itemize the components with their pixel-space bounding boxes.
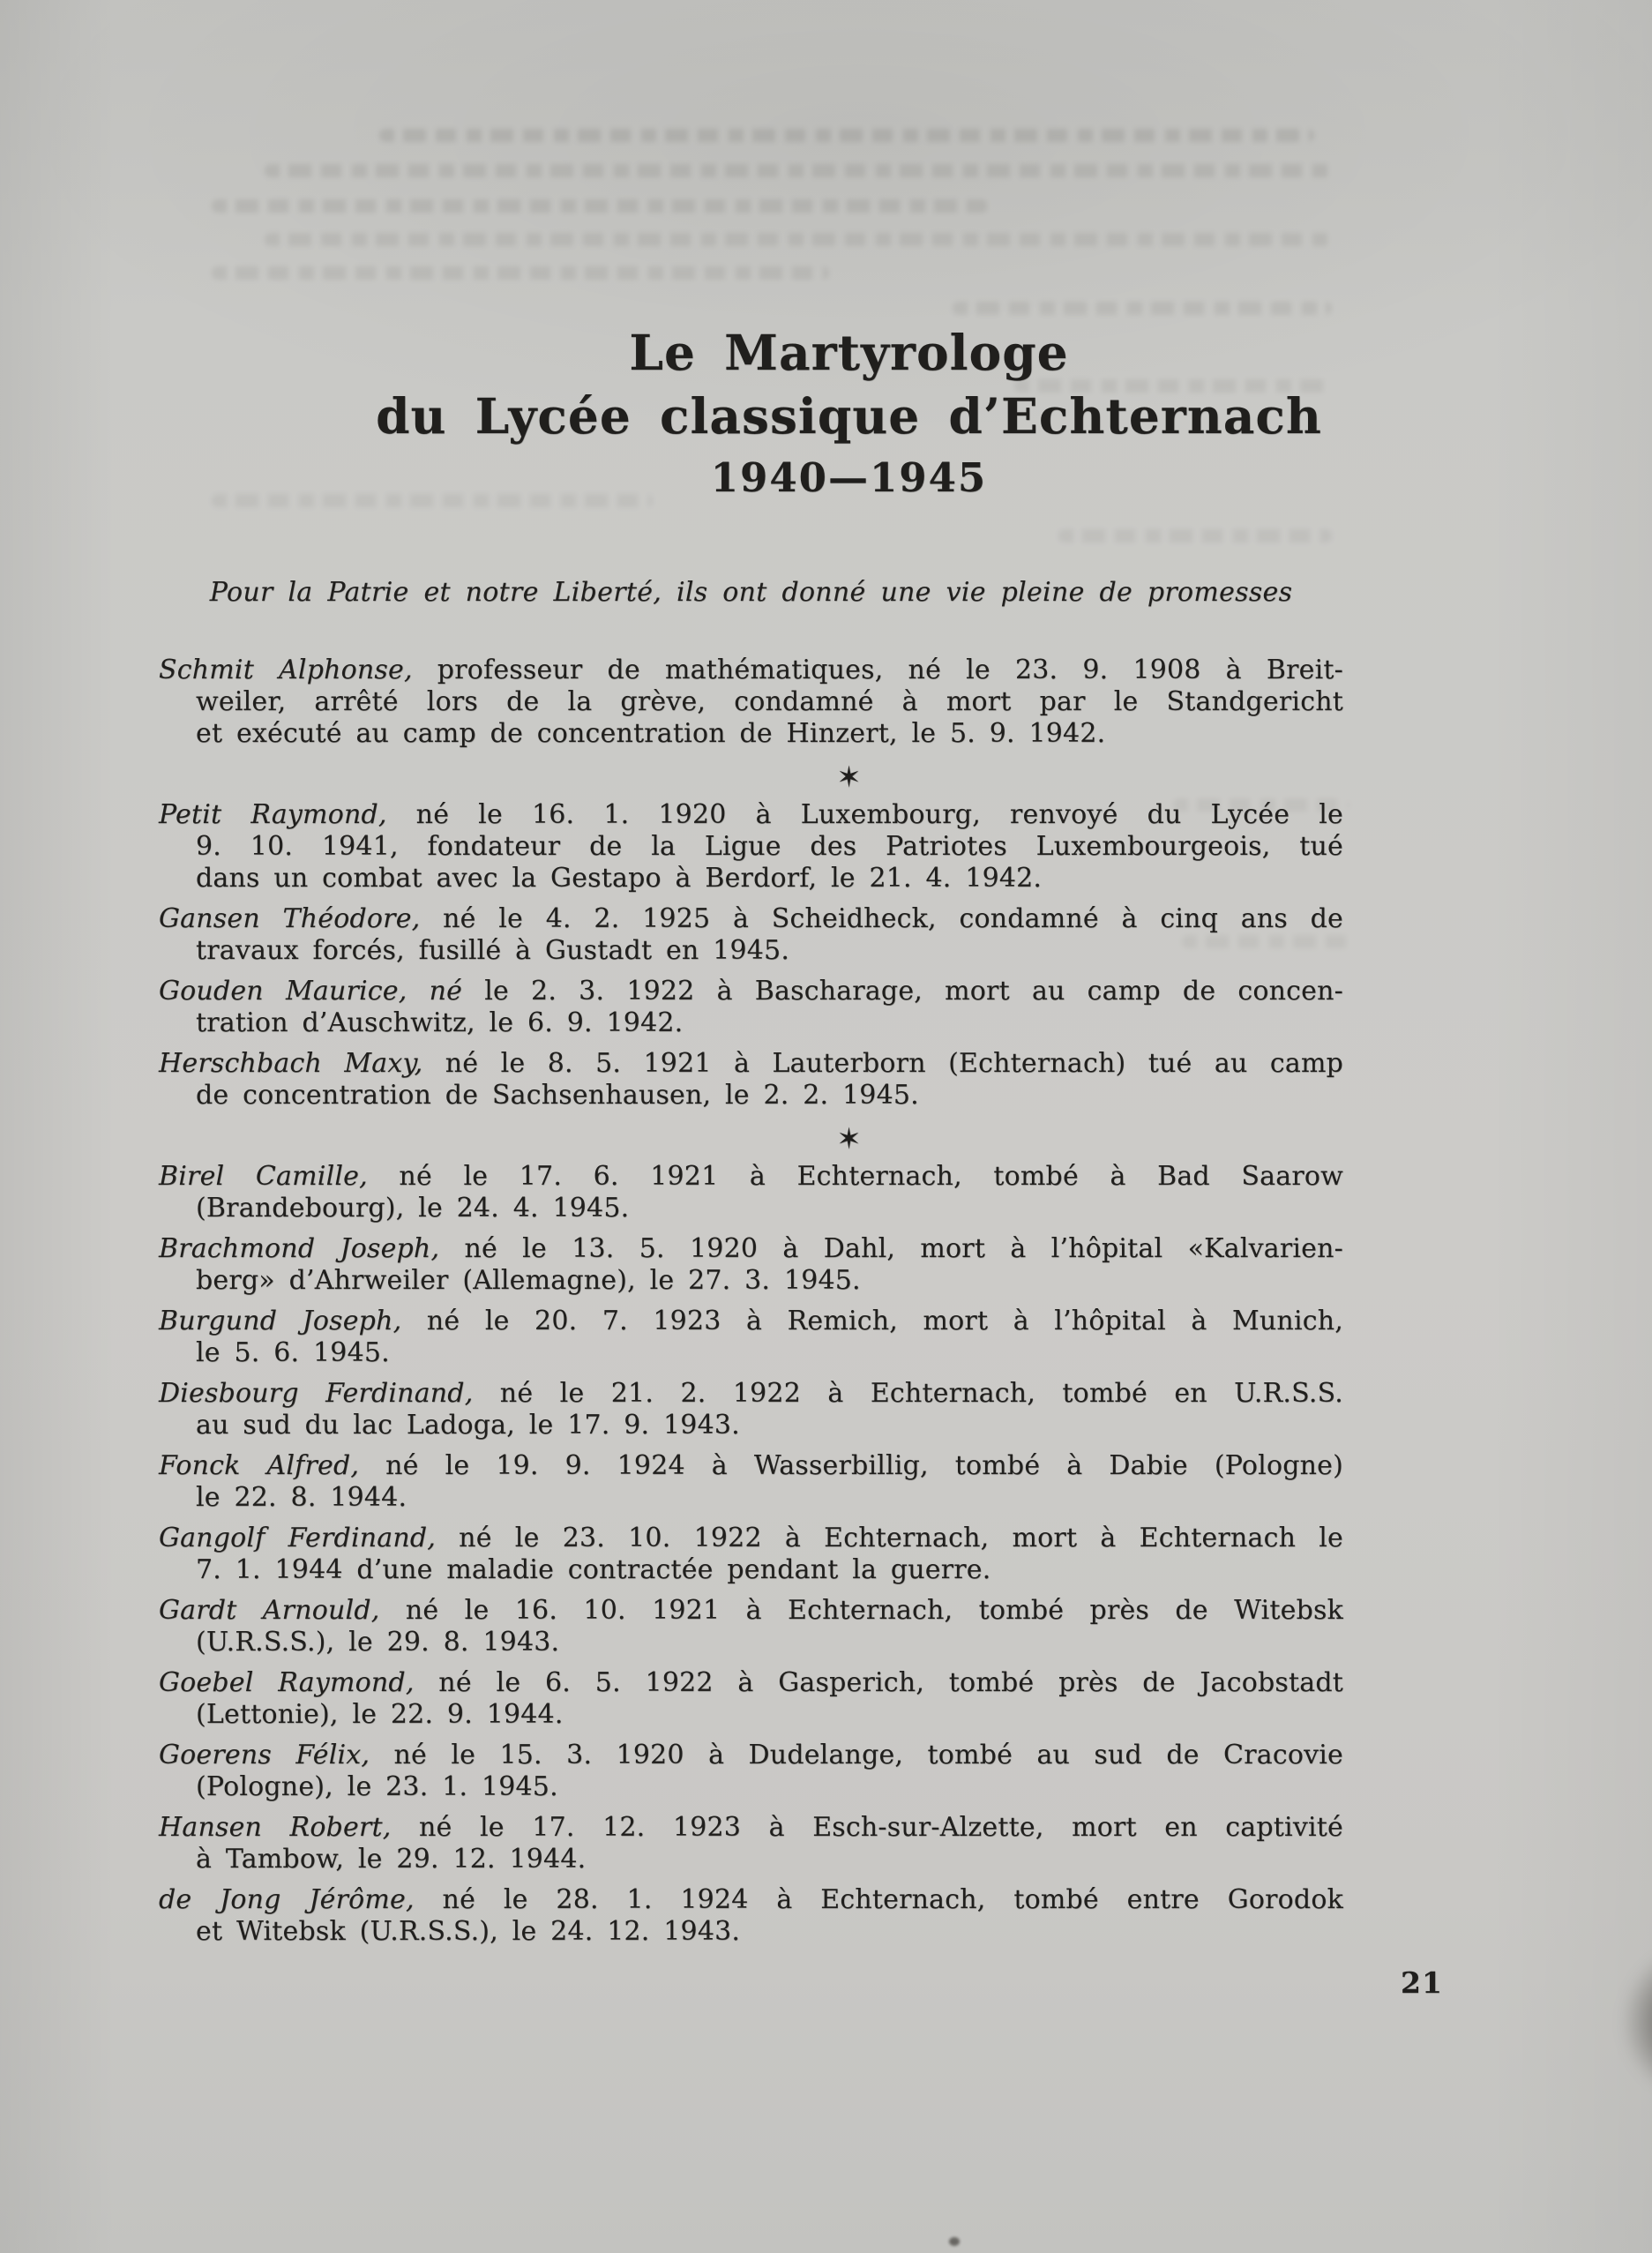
entry-name: Brachmond Joseph, [159, 1233, 440, 1264]
entry-line: Gansen Théodore, né le 4. 2. 1925 à Scheidheck, condamné à cinq ans de [159, 903, 1344, 934]
entries [159, 655, 1343, 1948]
entry-name: de Jong Jérôme, [159, 1884, 415, 1915]
entry-line: et Witebsk (U.R.S.S.), le 24. 12. 1943. [196, 1916, 741, 1947]
entry [159, 1667, 1343, 1731]
entry-line: Diesbourg Ferdinand, né le 21. 2. 1922 à Echternach, tombé en U.R.S.S. [159, 1378, 1343, 1409]
entry-line: Birel Camille, né le 17. 6. 1921 à Echternach, tombé à Bad Saarow [159, 1161, 1344, 1192]
entry-name: Goerens Félix, [159, 1740, 370, 1770]
entry-name: Fonck Alfred, [159, 1450, 360, 1481]
entry-line: et exécuté au camp de concentration de Hinzert, le 5. 9. 1942. [196, 718, 1106, 749]
page-number: 21 [1401, 1965, 1443, 2000]
entry-name: Diesbourg Ferdinand, [159, 1378, 474, 1409]
entry-line: le 5. 6. 1945. [196, 1337, 390, 1368]
epigraph: Pour la Patrie et notre Liberté, ils ont donné une vie pleine de promesses [209, 577, 1293, 608]
entry-line: (Brandebourg), le 24. 4. 1945. [196, 1193, 630, 1224]
entry-name: Petit Raymond, [159, 799, 387, 830]
entry [159, 976, 1343, 1039]
title-line-1: Le Martyrologe [629, 324, 1069, 381]
entry [159, 1812, 1343, 1875]
entry-line: Burgund Joseph, né le 20. 7. 1923 à Remich, mort à l’hôpital à Munich, [159, 1306, 1344, 1336]
title-line-2: du Lycée classique d’Echternach [376, 387, 1322, 445]
entry-line: weiler, arrêté lors de la grève, condamné à mort par le Standgericht [196, 686, 1343, 717]
entry-line: le 22. 8. 1944. [196, 1482, 407, 1513]
entry [159, 1884, 1343, 1948]
entry-name: Hansen Robert, [159, 1812, 392, 1843]
entry-name: Gansen Théodore, [159, 903, 421, 934]
entry-line: (Lettonie), le 22. 9. 1944. [196, 1699, 564, 1730]
star-separator: ✶ [836, 760, 862, 794]
entry-name: Birel Camille, [159, 1161, 368, 1192]
entry-name: Gangolf Ferdinand, [159, 1523, 437, 1553]
ink-speck [949, 2237, 960, 2246]
entry [159, 1740, 1343, 1803]
entry-line: (Pologne), le 23. 1. 1945. [196, 1771, 558, 1802]
entry [159, 1161, 1343, 1224]
entry-line: Gangolf Ferdinand, né le 23. 10. 1922 à Echternach, mort à Echternach le [159, 1523, 1343, 1553]
entry [159, 1378, 1343, 1441]
entry [159, 1306, 1343, 1369]
entry [159, 1450, 1343, 1514]
entry-line: de Jong Jérôme, né le 28. 1. 1924 à Echternach, tombé entre Gorodok [159, 1884, 1343, 1915]
entry-line: Hansen Robert, né le 17. 12. 1923 à Esch-sur-Alzette, mort en captivité [159, 1812, 1343, 1843]
entry [159, 1048, 1343, 1112]
entry [159, 1595, 1343, 1658]
entry-line: Brachmond Joseph, né le 13. 5. 1920 à Dahl, mort à l’hôpital «Kalvarien- [159, 1233, 1343, 1264]
entry [159, 1523, 1343, 1586]
entry-line: travaux forcés, fusillé à Gustadt en 1945. [196, 935, 790, 966]
entry-line: Gouden Maurice, né le 2. 3. 1922 à Bascharage, mort au camp de concen- [159, 976, 1343, 1007]
entry [159, 1233, 1343, 1297]
entry [159, 799, 1343, 894]
entry-name: Burgund Joseph, [159, 1306, 402, 1336]
entry-name: Gardt Arnould, [159, 1595, 380, 1626]
title-line-3: 1940—1945 [710, 454, 988, 501]
entry-line: Herschbach Maxy, né le 8. 5. 1921 à Lauterborn (Echternach) tué au camp [159, 1048, 1343, 1079]
entry-line: berg» d’Ahrweiler (Allemagne), le 27. 3. 1945. [196, 1265, 861, 1296]
entry-line: de concentration de Sachsenhausen, le 2. 2. 1945. [196, 1080, 919, 1111]
entry-line: (U.R.S.S.), le 29. 8. 1943. [196, 1627, 560, 1658]
entry-line: Schmit Alphonse, professeur de mathématiques, né le 23. 9. 1908 à Breit- [159, 655, 1343, 685]
text-column [159, 0, 1343, 1957]
page-title [257, 325, 1441, 505]
entry-line: 7. 1. 1944 d’une maladie contractée pendant la guerre. [196, 1554, 991, 1585]
scan-shadow-blob [1621, 1942, 1652, 2101]
entry-name: Schmit Alphonse, [159, 655, 413, 685]
entry-line: Goebel Raymond, né le 6. 5. 1922 à Gasperich, tombé près de Jacobstadt [159, 1667, 1343, 1698]
entry-line: Goerens Félix, né le 15. 3. 1920 à Dudelange, tombé au sud de Cracovie [159, 1740, 1343, 1770]
entry-line: au sud du lac Ladoga, le 17. 9. 1943. [196, 1410, 740, 1441]
entry-name: Gouden Maurice, né [159, 976, 463, 1007]
star-separator: ✶ [836, 1121, 862, 1156]
entry [159, 655, 1343, 750]
entry [159, 903, 1343, 967]
entry-line: Gardt Arnould, né le 16. 10. 1921 à Echternach, tombé près de Witebsk [159, 1595, 1343, 1626]
entry-line: à Tambow, le 29. 12. 1944. [196, 1844, 587, 1875]
entry-line: dans un combat avec la Gestapo à Berdorf, le 21. 4. 1942. [196, 863, 1043, 894]
entry-name: Herschbach Maxy, [159, 1048, 423, 1079]
entry-line: Petit Raymond, né le 16. 1. 1920 à Luxembourg, renvoyé du Lycée le [159, 799, 1343, 830]
entry-line: Fonck Alfred, né le 19. 9. 1924 à Wasserbillig, tombé à Dabie (Pologne) [159, 1450, 1344, 1481]
entry-name: Goebel Raymond, [159, 1667, 415, 1698]
entry-line: tration d’Auschwitz, le 6. 9. 1942. [196, 1007, 684, 1038]
entry-line: 9. 10. 1941, fondateur de la Ligue des Patriotes Luxembourgeois, tué [196, 831, 1343, 862]
